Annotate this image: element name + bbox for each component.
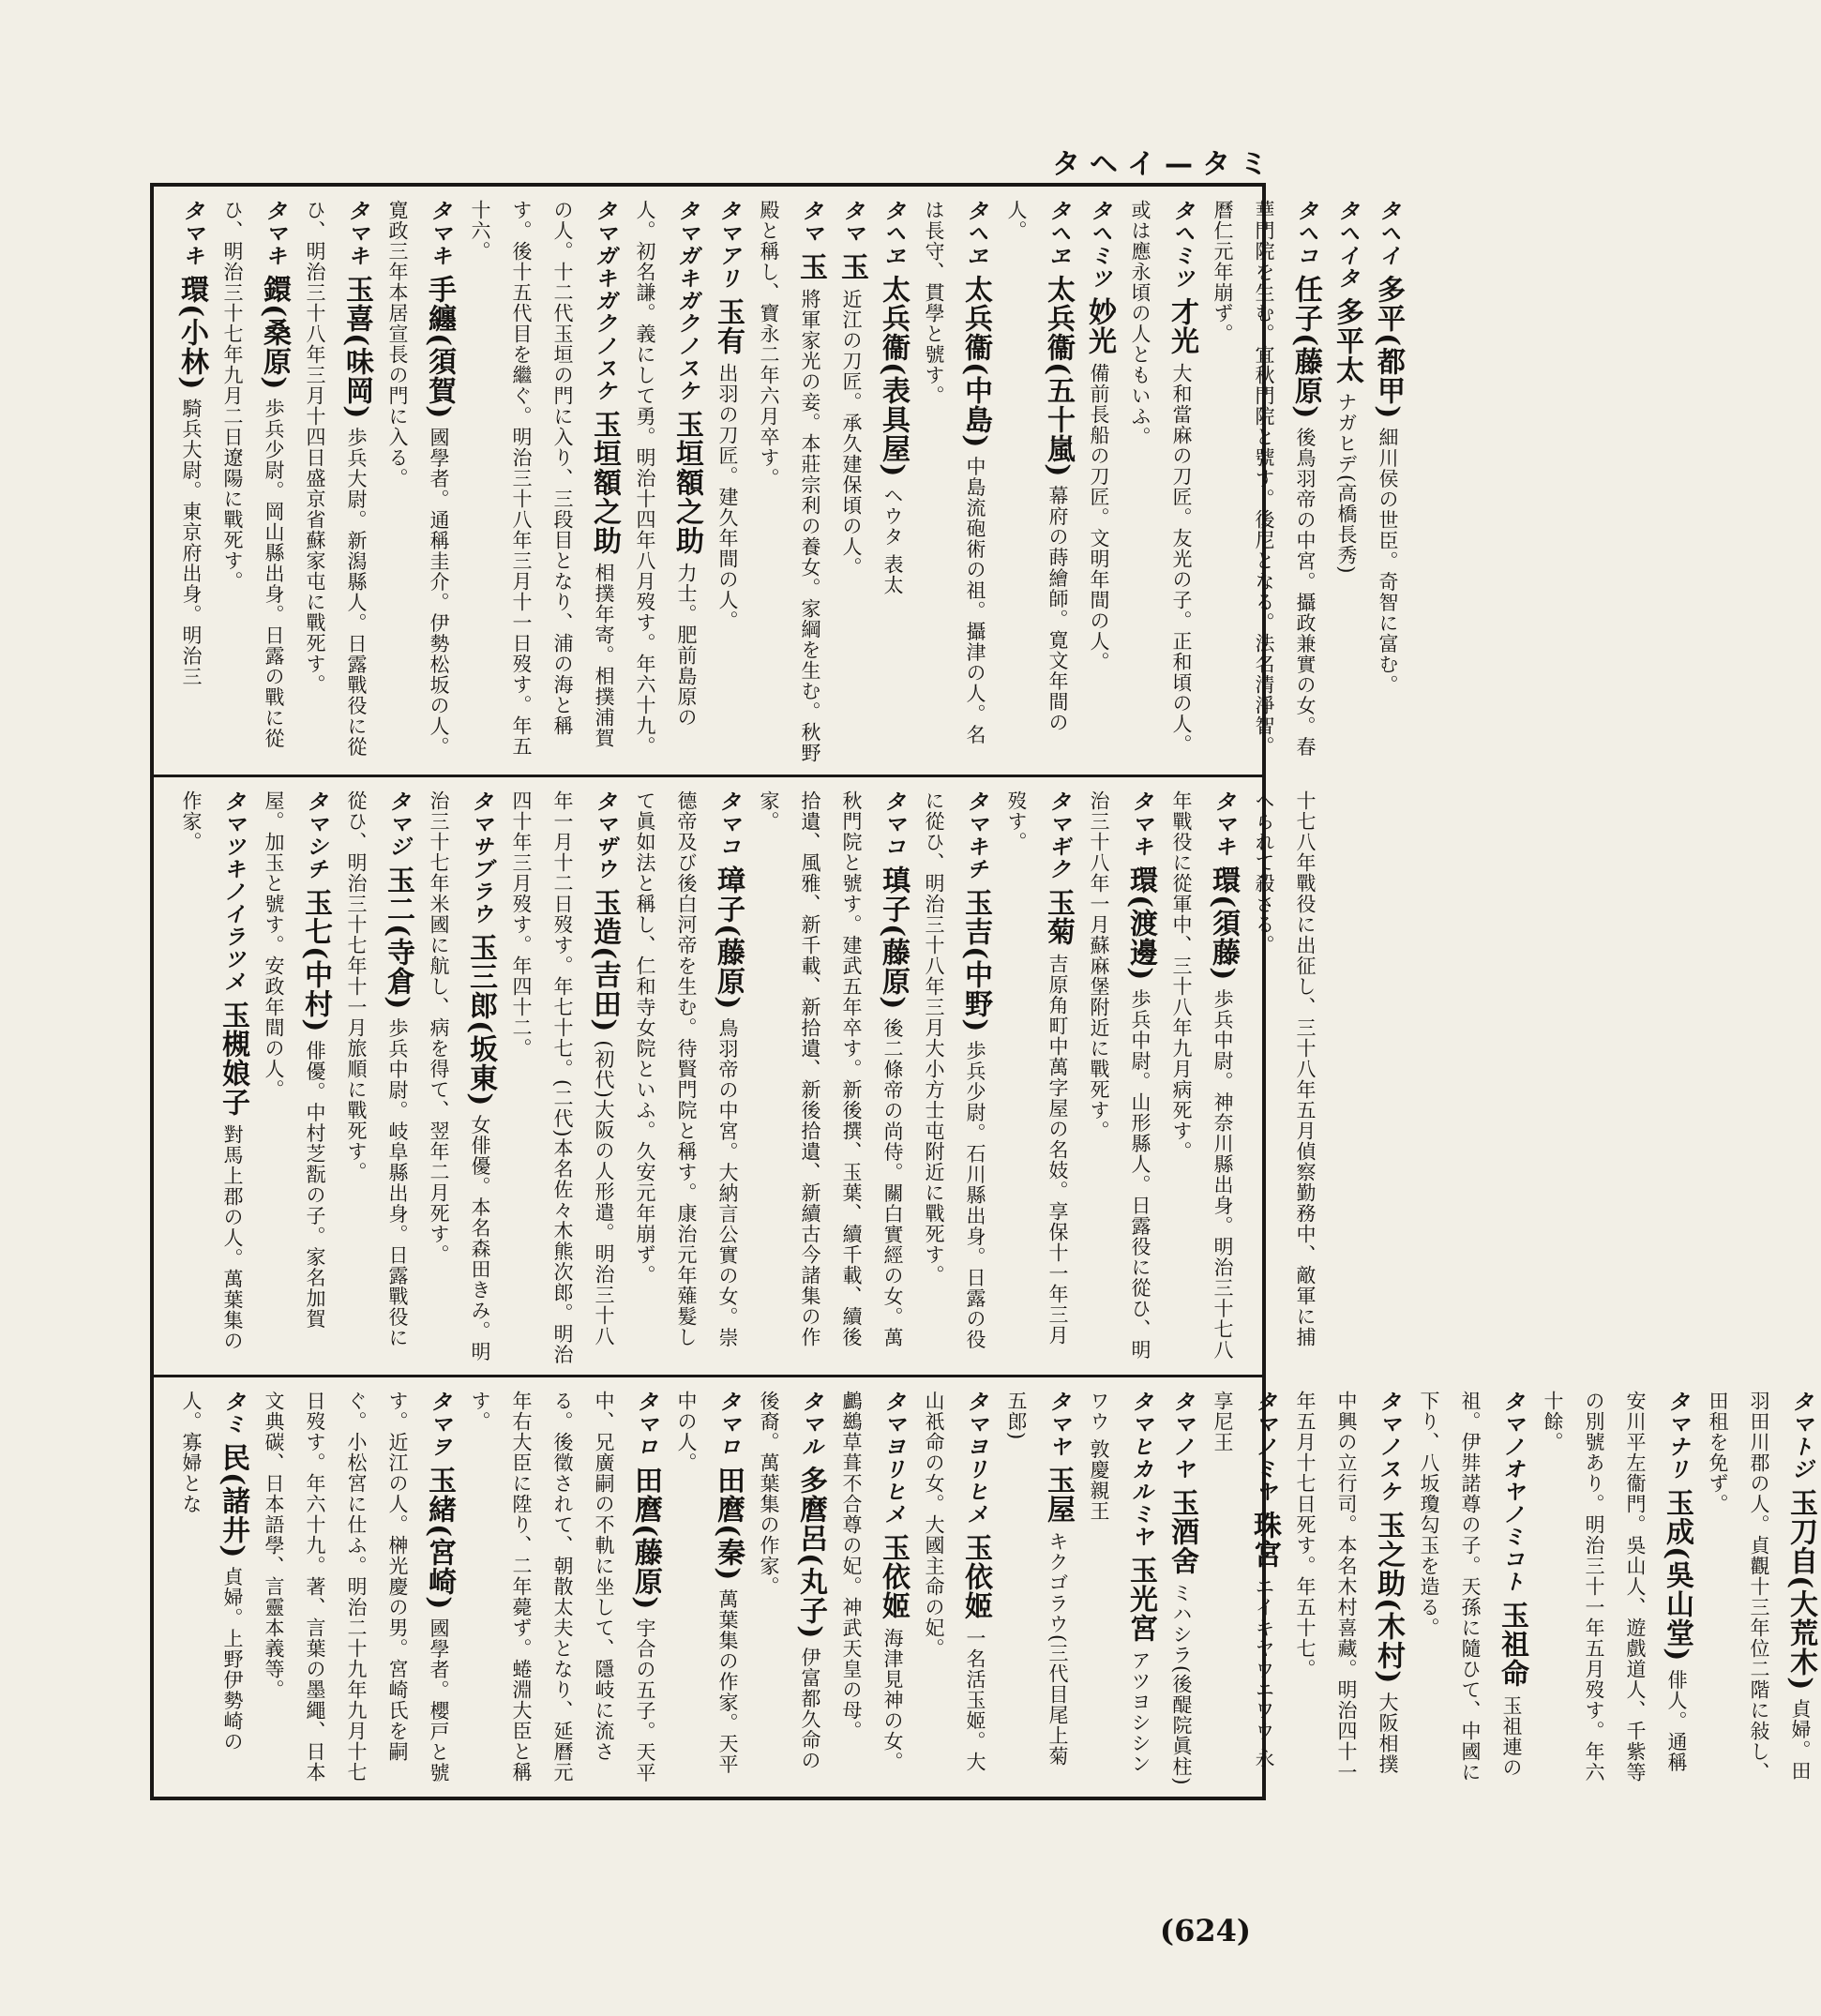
entry-headword: 玉三郎(坂東) — [464, 933, 497, 1107]
entry-reading: タマガキガクノスケ — [592, 200, 616, 402]
dictionary-entry — [336, 790, 418, 1365]
entry-reading: タマキ — [1211, 790, 1235, 858]
entry-reading: タマギク — [1046, 790, 1070, 880]
dictionary-entry — [996, 790, 1078, 1365]
entry-description: 後二條帝の尚侍。關白實經の女。萬秋門院と號す。建武五年卒す。新後撰、玉葉、續千載、續後拾遺、風雅、新千載、新拾遺、新後拾遺、新續古今諸集の作家。 — [758, 790, 904, 1348]
entry-description: 俳人。通稱安川平左衞門。吳山人、遊戲道人、千紫等の別號あり。明治三十一年五月歿す。年六十餘。 — [1542, 1391, 1688, 1783]
entry-reading: タマノオヤノミコト — [1499, 1391, 1524, 1593]
dictionary-entry — [996, 1391, 1078, 1787]
dictionary-entry — [1367, 200, 1408, 765]
entry-headword: 璋子(藤原) — [712, 865, 745, 1011]
dictionary-frame — [150, 183, 1817, 1800]
entry-description: 海津見神の女。鸕鷀草葺不合尊の妃。神武天皇の母。 — [840, 1391, 904, 1772]
running-head: タヘイ—タミ — [1052, 148, 1277, 181]
entry-description: 十七八年戰役に出征し、三十八年五月偵察勤務中、敵軍に捕へられて殺さる。 — [1253, 790, 1317, 1347]
entry-reading: タマヒカルミヤ — [1128, 1391, 1152, 1548]
entry-reading: タマキ — [262, 200, 286, 267]
entry-description: 吉原角町中萬字屋の名妓。享保十一年三月歿す。 — [1005, 790, 1069, 1346]
dictionary-entry — [171, 790, 253, 1365]
entry-description: (初代)大阪の人形遣。明治三十八年一月十二日歿す。年七十七。(二代)本名佐々木熊次郎。明治四十年三月歿す。年四十二。 — [510, 790, 615, 1365]
entry-headword: 玉酒舍 — [1166, 1488, 1198, 1575]
entry-headword: 太兵衞(表具屋) — [877, 275, 910, 478]
entry-reading: タマ — [798, 200, 822, 245]
dictionary-entry — [1697, 1391, 1821, 1787]
dictionary-entry — [666, 1391, 748, 1787]
entry-headword: 太兵衞(五十嵐) — [1042, 275, 1075, 478]
entry-headword: 環(小林) — [175, 275, 208, 391]
entry-description: 大和當麻の刀匠。友光の子。正和頃の人。或は應永頃の人ともいふ。 — [1129, 200, 1193, 755]
entry-description: 俳優。中村芝翫の子。家名加賀屋。加玉と號す。安政年間の人。 — [263, 790, 326, 1330]
entry-reading: タマサブラウ — [468, 790, 492, 925]
dictionary-entry — [748, 790, 913, 1365]
entry-reading: タマキ — [427, 200, 451, 267]
entry-description: 將軍家光の妾。本莊宗利の養女。家綱を生む。秋野殿と稱し、寶永二年六月卒す。 — [758, 200, 821, 763]
dictionary-entry — [1161, 790, 1243, 1365]
entry-reading: タヘヱ — [1046, 200, 1070, 267]
dictionary-entry — [171, 1391, 253, 1787]
entry-headword: 玉依姬 — [959, 1533, 992, 1620]
entry-headword: 才光 — [1166, 297, 1198, 355]
entry-reading: タマアリ — [715, 200, 740, 290]
entry-reading: タマトジ — [1788, 1391, 1813, 1481]
entry-headword: 珠宮 — [1248, 1511, 1281, 1569]
dictionary-entry — [171, 200, 212, 765]
entry-headword: 玉造(吉田) — [588, 888, 621, 1033]
entry-reading: タマノスケ — [1376, 1391, 1400, 1503]
entry-headword: 玉吉(中野) — [959, 888, 992, 1033]
entry-headword: 玉緒(宮崎) — [423, 1466, 456, 1611]
entry-reading: タマザウ — [592, 790, 616, 880]
page-number: (624) — [1159, 1913, 1251, 1948]
entry-headword: 多麿呂(丸子) — [794, 1466, 827, 1640]
entry-headword: 環(須藤) — [1207, 865, 1240, 982]
entry-description: 歩兵少尉。石川縣出身。日露の役に從ひ、明治三十八年三月大小方士屯附近に戰死す。 — [923, 790, 986, 1350]
dictionary-entry — [501, 790, 625, 1365]
entry-description: 玉祖連の祖。伊弉諾尊の子。天孫に隨ひて、中國に下り、八坂瓊勾玉を造る。 — [1418, 1391, 1523, 1783]
entry-description: 騎兵大尉。東京府出身。明治三 — [180, 398, 203, 687]
entry-description: 歩兵中尉。神奈川縣出身。明治三十七八年戰役に從軍中、三十八年九月病死す。 — [1170, 790, 1234, 1361]
dictionary-entry — [1120, 200, 1202, 765]
entry-description: 鳥羽帝の中宮。大納言公實の女。崇德帝及び後白河帝を生む。待賢門院と稱す。康治元年薙髮して眞如法と稱し、仁和寺女院といふ。久安元年崩ず。 — [634, 790, 739, 1348]
dictionary-entry — [1285, 1391, 1408, 1787]
entry-description: 萬葉集の作家。天平中の人。 — [675, 1391, 739, 1775]
entry-reading: タヘヱ — [880, 200, 905, 267]
entry-headword: 民(諸井) — [217, 1443, 249, 1559]
dictionary-entry — [996, 200, 1078, 765]
entry-description: 對馬上郡の人。萬葉集の作家。 — [180, 790, 244, 1351]
entry-reading: タマシチ — [303, 790, 327, 880]
entry-description: 國學者。通稱圭介。伊勢松坂の人。寛政三年本居宣長の門に入る。 — [386, 200, 450, 758]
dictionary-entry — [1408, 1391, 1532, 1787]
entry-description: 備前長船の刀匠。文明年間の人。 — [1088, 363, 1110, 672]
entry-description: 幕府の蒔繪師。寛文年間の人。 — [1005, 200, 1069, 733]
entry-reading: タマヤ — [1046, 1391, 1070, 1458]
upper-band — [154, 187, 1405, 777]
dictionary-entry — [625, 790, 748, 1365]
entry-reading: タミ — [220, 1391, 245, 1436]
entry-reading: タヘミツ — [1169, 200, 1194, 290]
entry-headword: 任子(藤原) — [1289, 275, 1322, 420]
entry-reading: タヘミツ — [1087, 200, 1111, 290]
entry-description: 國學者。櫻戸と號す。近江の人。榊光慶の男。宮崎氏を嗣ぐ。小松宮に仕ふ。明治二十九年九月十七日歿す。年六十九。著、言葉の墨繩、日本文典碳、日本語學、言靈本義等。 — [263, 1391, 450, 1783]
entry-headword: 手纏(須賀) — [423, 275, 456, 420]
entry-description: 近江の刀匠。承久建保頃の人。 — [840, 289, 863, 578]
entry-description: 伊富都久命の後裔。萬葉集の作家。 — [758, 1391, 821, 1771]
entry-reading: タマキ — [344, 200, 369, 267]
entry-columns — [171, 790, 1326, 1365]
entry-reading: タヘヱ — [963, 200, 987, 267]
entry-reading: タマノヤ — [1169, 1391, 1194, 1481]
entry-headword: 環(渡邊) — [1124, 865, 1157, 982]
dictionary-entry — [418, 790, 501, 1365]
entry-reading: タマロ — [715, 1391, 740, 1458]
entry-description: 一名活玉姬。大山祇命の女。大國主命の妃。 — [923, 1391, 986, 1772]
entry-headword: 玉光宮 — [1124, 1556, 1157, 1643]
dictionary-entry — [625, 200, 707, 765]
entry-headword: 太兵衞(中島) — [959, 275, 992, 449]
entry-description: 出羽の刀匠。建久年間の人。 — [716, 363, 739, 631]
dictionary-entry — [253, 790, 336, 1365]
entry-description: 大阪相撲中興の立行司。本名木村喜藏。明治四十一年五月十七日死す。年五十七。 — [1294, 1391, 1399, 1783]
entry-reading: タマキ — [1128, 790, 1152, 858]
entry-reading: タマキ — [179, 200, 203, 267]
entry-description: 歩兵少尉。岡山縣出身。日露の戰に從ひ、明治三十七年九月二日遼陽に戰死す。 — [221, 200, 285, 749]
entry-description: 歩兵中尉。岐阜縣出身。日露戰役に從ひ、明治三十七年十一月旅順に戰死す。 — [345, 790, 409, 1348]
dictionary-entry — [1161, 1391, 1202, 1787]
entry-headword: 多平太 — [1331, 297, 1363, 384]
entry-headword: 玉槻娘子 — [217, 1000, 249, 1117]
entry-reading: タマヨリヒメ — [963, 1391, 987, 1526]
entry-reading: タマル — [798, 1391, 822, 1458]
dictionary-entry — [872, 200, 913, 765]
entry-headword: 玉七(中村) — [299, 888, 332, 1033]
dictionary-entry — [1202, 1391, 1285, 1787]
entry-headword: 玉屋 — [1042, 1466, 1075, 1524]
entry-description: 女俳優。本名森田きみ。明治三十七年米國に航し、病を得て、翌年二月死す。 — [428, 790, 491, 1362]
entry-headword: 玉成(吳山堂) — [1661, 1488, 1693, 1662]
entry-description: 宇合の五子。天平中、兄廣嗣の不軌に坐して、隱岐に流さる。後徵されて、朝散太夫となり、延曆元年右大臣に陞り、二年薨ず。蜷淵大臣と稱す。 — [469, 1391, 656, 1783]
entry-description: キクゴラウ(三代目尾上菊五郎) — [1005, 1391, 1069, 1768]
dictionary-entry — [707, 200, 748, 765]
entry-headword: 玉垣額之助 — [588, 410, 621, 555]
entry-headword: 瑱子(藤原) — [877, 865, 910, 1011]
dictionary-entry — [748, 200, 831, 765]
dictionary-entry — [1078, 1391, 1161, 1787]
dictionary-entry — [1243, 790, 1326, 1365]
entry-headword: 玉喜(味岡) — [340, 275, 373, 420]
entry-reading: タマロ — [633, 1391, 657, 1458]
entry-headword: 玉祖命 — [1496, 1601, 1528, 1688]
entry-headword: 鐶(桑原) — [258, 275, 291, 391]
entry-reading: タマガキガクノスケ — [674, 200, 699, 402]
entry-columns — [171, 200, 1408, 765]
dictionary-entry — [459, 1391, 666, 1787]
entry-headword: 玉菊 — [1042, 888, 1075, 946]
entry-description: アツヨシシンワウ 敦慶親王 — [1088, 1391, 1151, 1774]
entry-reading: タマヨリヒメ — [880, 1391, 905, 1526]
entry-reading: タヘイ — [1376, 200, 1400, 267]
dictionary-entry — [1202, 200, 1326, 765]
entry-headword: 玉 — [835, 252, 868, 281]
dictionary-entry — [748, 1391, 831, 1787]
entry-description: 貞婦。田羽田川郡の人。貞觀十三年位二階に敍し、田租を免ず。 — [1707, 1391, 1812, 1783]
entry-reading: タマノミヤ — [1252, 1391, 1276, 1503]
dictionary-entry — [913, 1391, 996, 1787]
dictionary-entry — [831, 200, 872, 765]
entry-headword: 多平(都甲) — [1372, 275, 1405, 420]
entry-reading: タヘコ — [1293, 200, 1317, 267]
entry-reading: タヘイタ — [1334, 200, 1359, 290]
entry-description: 力士。肥前島原の人。初名謙。義にして勇。明治十四年八月歿す。年六十九。 — [634, 200, 698, 757]
dictionary-entry — [831, 1391, 913, 1787]
entry-description: 歩兵中尉。山形縣人。日露役に從ひ、明治三十八年一月蘇麻堡附近に戰死す。 — [1088, 790, 1151, 1361]
dictionary-entry — [212, 200, 294, 765]
entry-headword: 玉之助(木村) — [1372, 1511, 1405, 1685]
entry-description: ミハシラ(後醍院眞柱) — [1170, 1583, 1193, 1786]
dictionary-entry — [1078, 790, 1161, 1365]
entry-reading: タマコ — [880, 790, 905, 858]
dictionary-entry — [294, 200, 377, 765]
entry-reading: タマヲ — [427, 1391, 451, 1458]
dictionary-entry — [459, 200, 625, 765]
entry-reading: タマツキノイラツメ — [220, 790, 245, 993]
dictionary-entry — [253, 1391, 459, 1787]
entry-headword: 玉 — [794, 252, 827, 281]
entry-description: 歩兵大尉。新潟縣人。日露戰役に從ひ、明治三十八年三月十四日盛京省蘇家屯に戰死す。 — [304, 200, 368, 758]
entry-description: エイキヤウニワウ 永享尼王 — [1211, 1391, 1275, 1769]
entry-headword: 田麿(藤原) — [629, 1466, 662, 1611]
entry-columns — [171, 1391, 1821, 1787]
entry-reading: タマ — [839, 200, 864, 245]
entry-description: 相撲年寄。相撲浦賀の人。十二代玉垣の門に入り、三段目となり、浦の海と稱す。後十五代目を繼ぐ。明治三十八年三月十一日歿す。年五十六。 — [469, 200, 615, 757]
entry-reading: タマナリ — [1664, 1391, 1689, 1481]
entry-reading: タマキチ — [963, 790, 987, 880]
entry-description: 後鳥羽帝の中宮。攝政兼實の女。春華門院を生む。宜秋門院と號す。後尼となる。法名清淨智。曆仁元年崩ず。 — [1211, 200, 1317, 758]
entry-description: ナガヒデ(高橋長秀) — [1335, 392, 1358, 575]
entry-headword: 田麿(秦) — [712, 1466, 745, 1582]
dictionary-entry — [1532, 1391, 1697, 1787]
dictionary-entry — [913, 790, 996, 1365]
dictionary-entry — [377, 200, 459, 765]
entry-headword: 玉垣額之助 — [670, 410, 703, 555]
entry-reading: タマジ — [385, 790, 410, 858]
entry-description: 中島流砲術の祖。攝津の人。名は長守、貫學と號す。 — [923, 200, 986, 745]
dictionary-entry — [913, 200, 996, 765]
entry-headword: 玉依姬 — [877, 1533, 910, 1620]
middle-band — [154, 777, 1317, 1377]
entry-headword: 妙光 — [1083, 297, 1116, 355]
entry-description: ヘウタ 表太 — [881, 485, 904, 596]
entry-headword: 玉有 — [712, 297, 745, 355]
lower-band — [154, 1377, 1817, 1797]
dictionary-entry — [1078, 200, 1120, 765]
entry-headword: 玉刀自(大荒木) — [1784, 1488, 1817, 1692]
entry-description: 細川侯の世臣。奇智に富む。 — [1377, 427, 1399, 696]
entry-headword: 玉二(寺倉) — [382, 865, 414, 1011]
entry-reading: タマコ — [715, 790, 740, 858]
entry-description: 貞婦。上野伊勢崎の人。寡婦とな — [180, 1391, 244, 1753]
dictionary-entry — [1326, 200, 1367, 765]
